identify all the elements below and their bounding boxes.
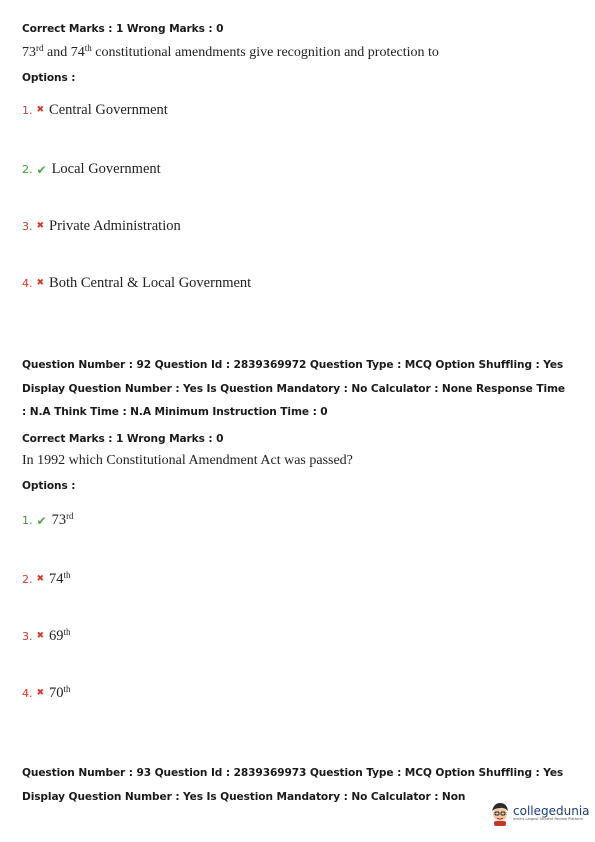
q92-option-1: [22, 512, 74, 529]
cross-icon: ✖: [36, 631, 45, 641]
option-number: 1.: [22, 104, 33, 117]
q92-meta-line-3: : N.A Think Time : N.A Minimum Instruction Time : 0: [22, 406, 328, 418]
cross-icon: ✖: [36, 278, 45, 288]
option-text: Private Administration: [49, 218, 181, 234]
option-text: 74th: [49, 570, 71, 587]
option-text: 69th: [49, 627, 71, 644]
option-number: 4.: [22, 687, 33, 700]
logo-tagline: India's Largest Student Review Platform: [513, 816, 583, 821]
cross-icon: ✖: [36, 221, 45, 231]
q93-meta-line-2: Display Question Number : Yes Is Question Mandatory : No Calculator : Non: [22, 791, 466, 803]
cross-icon: ✖: [36, 574, 45, 584]
q92-option-4: [22, 685, 71, 702]
option-number: 2.: [22, 573, 33, 586]
q91-option-1: [22, 102, 168, 119]
option-text: Both Central & Local Government: [49, 275, 252, 291]
option-number: 2.: [22, 163, 33, 176]
option-number: 3.: [22, 220, 33, 233]
student-mascot-icon: [489, 800, 511, 826]
q92-question-text: In 1992 which Constitutional Amendment Act was passed?: [22, 453, 353, 468]
collegedunia-logo: [489, 800, 590, 826]
q91-options-label: Options :: [22, 72, 76, 84]
cross-icon: ✖: [36, 688, 45, 698]
option-number: 4.: [22, 277, 33, 290]
option-text: Central Government: [49, 102, 168, 118]
q92-options-label: Options :: [22, 480, 76, 492]
q91-question-text: 73rd and 74th constitutional amendments give recognition and protection to: [22, 43, 439, 60]
logo-name: collegedunia: [513, 803, 590, 818]
q91-option-2: [22, 161, 161, 178]
option-text: 70th: [49, 684, 71, 701]
q92-marks: Correct Marks : 1 Wrong Marks : 0: [22, 433, 224, 445]
q91-option-3: [22, 218, 181, 235]
q91-marks: Correct Marks : 1 Wrong Marks : 0: [22, 23, 224, 35]
q92-option-3: [22, 628, 71, 645]
option-text: Local Government: [51, 161, 161, 177]
check-icon: ✔: [36, 162, 47, 177]
q92-meta-line-2: Display Question Number : Yes Is Question Mandatory : No Calculator : None Response Time: [22, 383, 565, 395]
check-icon: ✔: [36, 513, 47, 528]
q91-option-4: [22, 275, 251, 292]
q92-meta-line-1: Question Number : 92 Question Id : 2839369972 Question Type : MCQ Option Shuffling : Yes: [22, 359, 564, 371]
option-number: 1.: [22, 514, 33, 527]
option-text: 73rd: [51, 511, 74, 528]
q92-option-2: [22, 571, 71, 588]
q93-meta-line-1: Question Number : 93 Question Id : 2839369973 Question Type : MCQ Option Shuffling : Yes: [22, 767, 564, 779]
cross-icon: ✖: [36, 105, 45, 115]
option-number: 3.: [22, 630, 33, 643]
